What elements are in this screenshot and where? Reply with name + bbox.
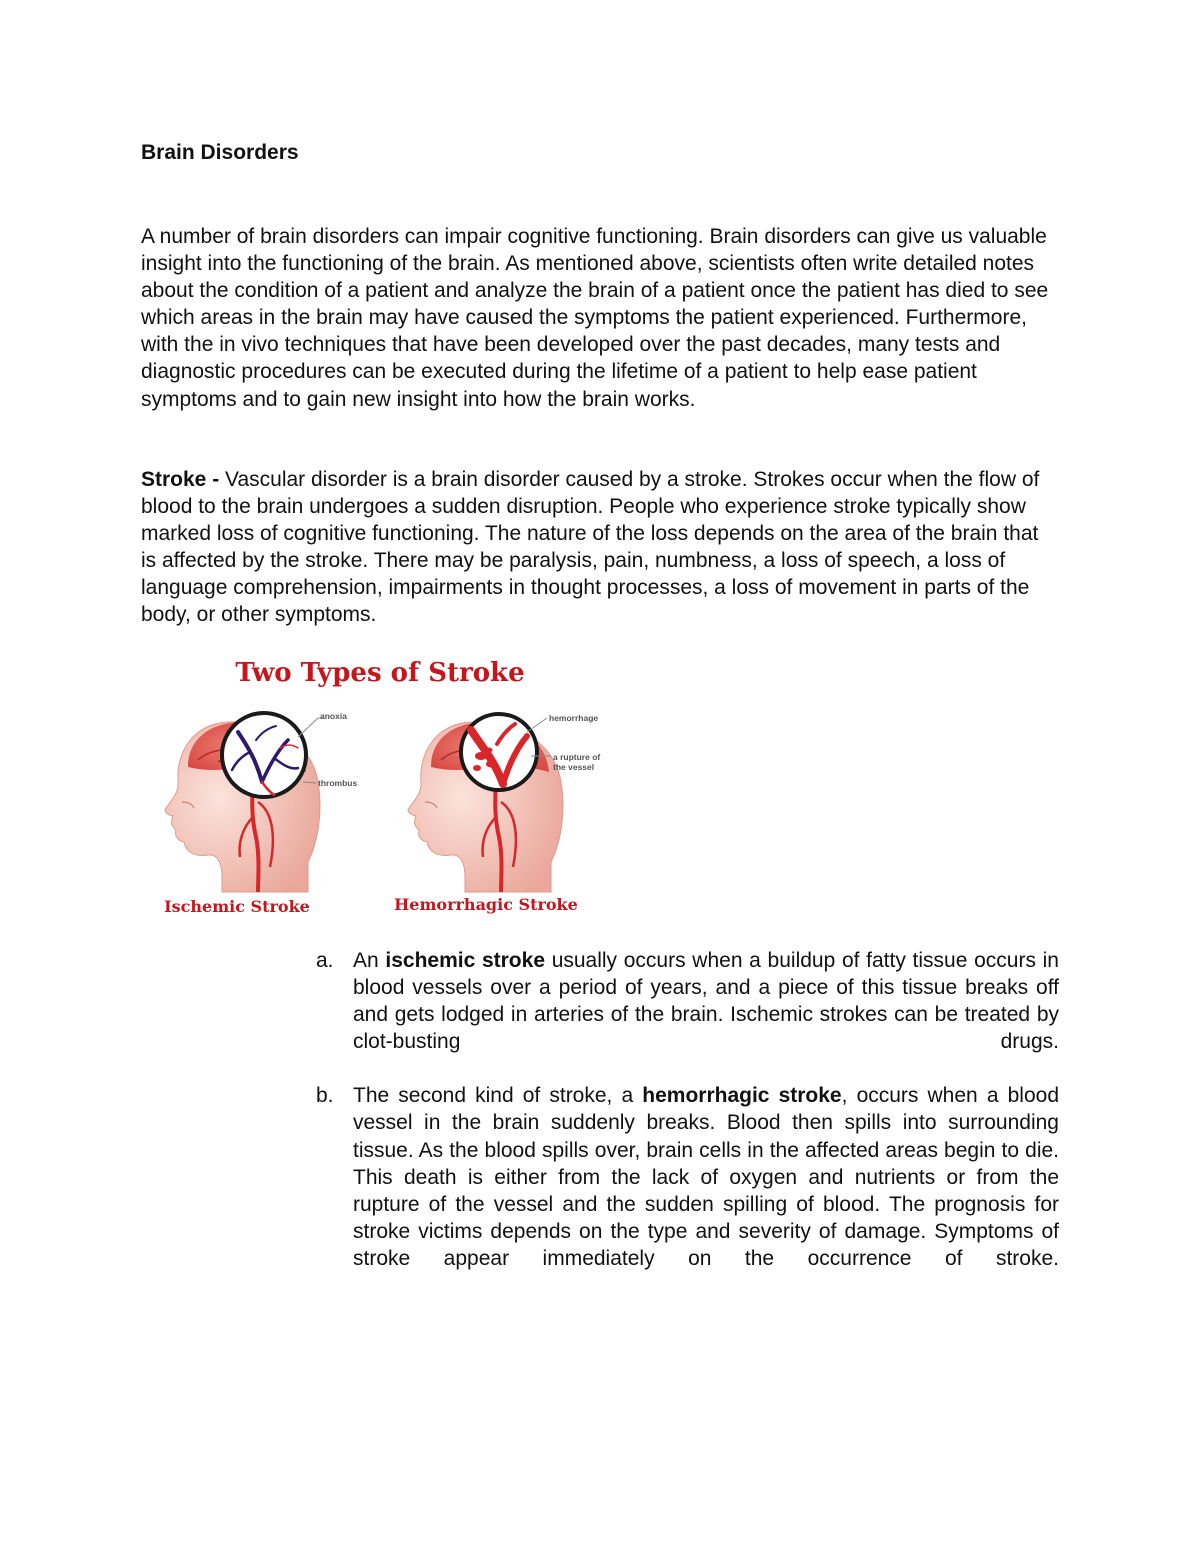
ischemic-head-illustration [165,711,357,892]
list-text: An [353,949,386,972]
list-text: usually occurs when a buildup of fatty tissue occurs in blood vessels over a period of years, and a piece of this tissue breaks off and gets lodged in arteries of the brain. Ischemic strokes can be treated by clot-busting drugs. [353,949,1059,1054]
list-bold-term: ischemic stroke [385,949,545,972]
list-marker: a. [316,949,334,972]
list-bold-term: hemorrhagic stroke [642,1084,842,1108]
stroke-text: Vascular disorder is a brain disorder caused by a stroke. Strokes occur when the flow of blood to the brain undergoes a sudden disruption. People who experience stroke typically show marked loss of cognitive functioning. The nature of the loss depends on the area of the brain that is affected by the stroke. There may be paralysis, pain, numbness, a loss of speech, a loss of language comprehension, impairments in thought processes, a loss of movement in parts of the body, or other symptoms. [141,468,1040,627]
stroke-term: Stroke - [141,468,220,491]
list-item-hemorrhagic [316,1082,1059,1272]
label-rupture-line2: the vessel [553,762,595,772]
label-hemorrhage: hemorrhage [549,713,599,723]
document-title: Brain Disorders [141,141,299,164]
figure-title: Two Types of Stroke [235,658,525,688]
list-marker: b. [316,1084,334,1108]
label-anoxia: anoxia [320,711,347,721]
label-rupture-line1: a rupture of [553,752,601,762]
intro-paragraph: A number of brain disorders can impair cognitive functioning. Brain disorders can give us valuable insight into the functioning of the brain. As mentioned above, scientists often write detailed notes about the condition of a patient and analyze the brain of a patient once the patient has died to see which areas in the brain may have caused the symptoms the patient experienced. Furthermore, with the in vivo techniques that have been developed over the past decades, many tests and diagnostic procedures can be executed during the lifetime of a patient to help ease patient symptoms and to gain new insight into how the brain works. [141,225,1049,411]
list-text: , occurs when a blood vessel in the brain suddenly breaks. Blood then spills into surrounding tissue. As the blood spills over, brain cells in the affected areas begin to die. This death is either from the lack of oxygen and nutrients or from the rupture of the vessel and the sudden spilling of blood. The prognosis for stroke victims depends on the type and severity of damage. Symptoms of stroke appear immediately on the occurrence of stroke. [353,1084,1059,1270]
list-item-ischemic [316,947,1059,1055]
stroke-types-figure [158,652,628,922]
ischemic-caption: Ischemic Stroke [164,897,310,916]
label-thrombus: thrombus [318,778,358,788]
list-text: The second kind of stroke, a [353,1084,643,1108]
stroke-paragraph [141,466,1059,629]
hemorrhagic-caption: Hemorrhagic Stroke [394,895,578,914]
hemorrhagic-head-illustration [408,713,600,892]
stroke-type-list [316,947,1059,1272]
